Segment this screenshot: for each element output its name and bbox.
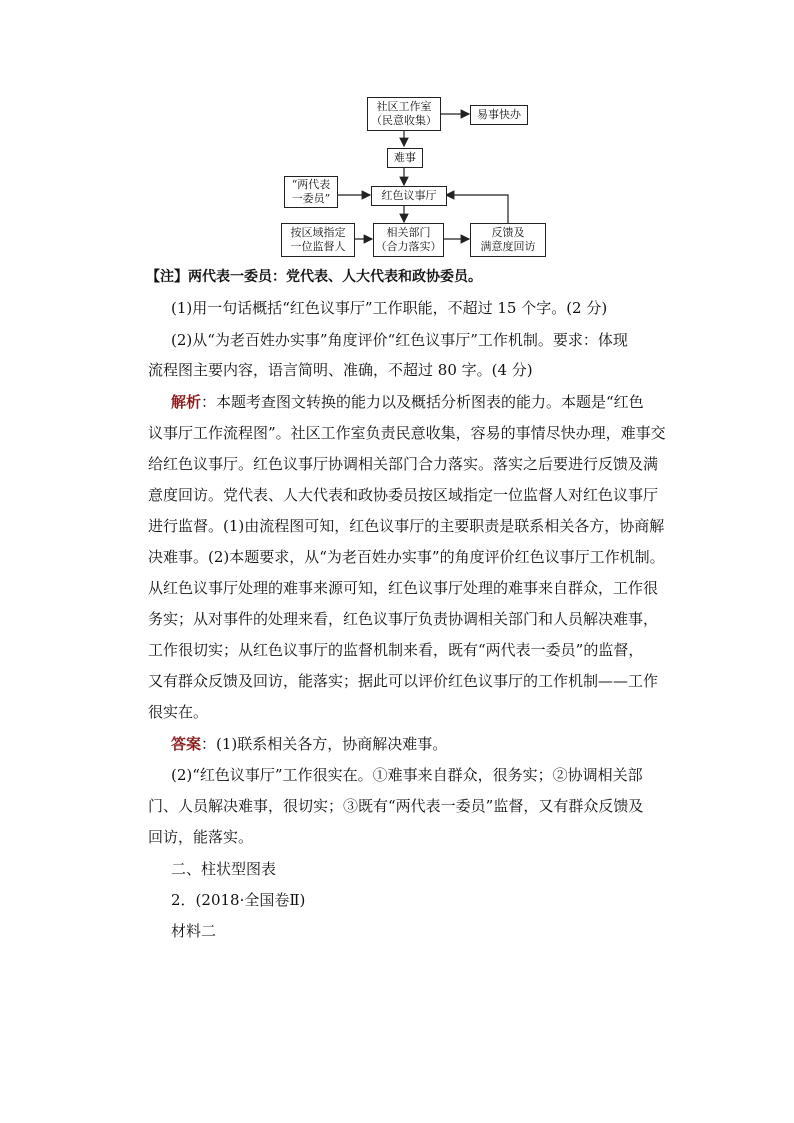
community-office-sublabel: （民意收集） [371, 114, 437, 127]
analysis-line-6: 决难事。(2)本题要求，从“为老百姓办实事”的角度评价红色议事厅工作机制。 [148, 548, 665, 566]
material-label: 材料二 [171, 922, 217, 940]
feedback-box [470, 223, 546, 257]
question-number: 2．(2018·全国卷Ⅱ) [171, 891, 306, 909]
red-hall-box [371, 186, 447, 206]
note-label: 【注】 [146, 269, 188, 285]
feedback-sublabel: 满意度回访 [480, 240, 536, 253]
community-office-box [367, 97, 441, 131]
answer-line-2: (2)“红色议事厅”工作很实在。①难事来自群众，很务实；②协调相关部 [171, 766, 643, 784]
red-hall-label: 红色议事厅 [381, 189, 437, 202]
supervisor-label: 按区域指定 [290, 226, 346, 239]
analysis-line-4: 意度回访。党代表、人大代表和政协委员按区域指定一位监督人对红色议事厅 [148, 486, 659, 504]
analysis-line-9: 工作很切实；从红色议事厅的监督机制来看，既有“两代表一委员”的监督， [148, 641, 644, 659]
hard-matters-label: 难事 [394, 151, 416, 164]
hard-matters-box [387, 148, 423, 168]
analysis-line-8: 务实；从对事件的处理来看，红色议事厅负责协调相关部门和人员解决难事， [148, 610, 659, 628]
answer-line-4: 回访，能落实。 [148, 828, 254, 846]
easy-matters-box [470, 105, 528, 125]
question-2-line-1: (2)从“为老百姓办实事”角度评价“红色议事厅”工作机制。要求：体现 [171, 331, 628, 349]
answer-text: ：(1)联系相关各方，协商解决难事。 [201, 735, 448, 753]
deputies-sublabel: 一委员” [291, 192, 331, 205]
analysis-label: 解析 [171, 393, 202, 411]
analysis-line-2: 议事厅工作流程图”。社区工作室负责民意收集，容易的事情尽快办理，难事交 [148, 424, 666, 442]
analysis-line-5: 进行监督。(1)由流程图可知，红色议事厅的主要职责是联系相关各方，协商解 [148, 517, 665, 535]
community-office-label: 社区工作室 [376, 100, 432, 113]
supervisor-sublabel: 一位监督人 [290, 240, 346, 253]
supervisor-box [281, 223, 355, 257]
analysis-line-11: 很实在。 [148, 703, 209, 721]
analysis-text: ：本题考查图文转换的能力以及概括分析图表的能力。本题是“红色 [201, 393, 644, 411]
deputies-box [284, 176, 338, 208]
question-2-line-2: 流程图主要内容，语言简明、准确，不超过 80 字。(4 分) [148, 361, 533, 379]
section-heading: 二、柱状型图表 [171, 860, 277, 878]
departments-box [373, 223, 444, 257]
note-text: 两代表一委员：党代表、人大代表和政协委员。 [188, 269, 482, 285]
arrow-feedback-to-hall [446, 195, 508, 224]
answer-label: 答案 [171, 735, 202, 753]
analysis-line-7: 从红色议事厅处理的难事来源可知，红色议事厅处理的难事来自群众，工作很 [148, 579, 659, 597]
answer-line-1 [171, 734, 447, 754]
easy-matters-label: 易事快办 [477, 108, 521, 121]
note [146, 267, 482, 287]
analysis-line-10: 又有群众反馈及回访，能落实；据此可以评价红色议事厅的工作机制——工作 [148, 672, 659, 690]
answer-line-3: 门、人员解决难事，很切实；③既有“两代表一委员”监督，又有群众反馈及 [148, 797, 644, 815]
analysis-line-3: 给红色议事厅。红色议事厅协调相关部门合力落实。落实之后要进行反馈及满 [148, 455, 659, 473]
departments-sublabel: （合力落实） [375, 240, 442, 253]
feedback-label: 反馈及 [491, 226, 525, 239]
question-1: (1)用一句话概括“红色议事厅”工作职能，不超过 15 个字。(2 分) [171, 299, 608, 317]
departments-label: 相关部门 [386, 226, 431, 239]
deputies-label: “两代表 [291, 178, 331, 191]
analysis-line-1 [171, 392, 644, 412]
